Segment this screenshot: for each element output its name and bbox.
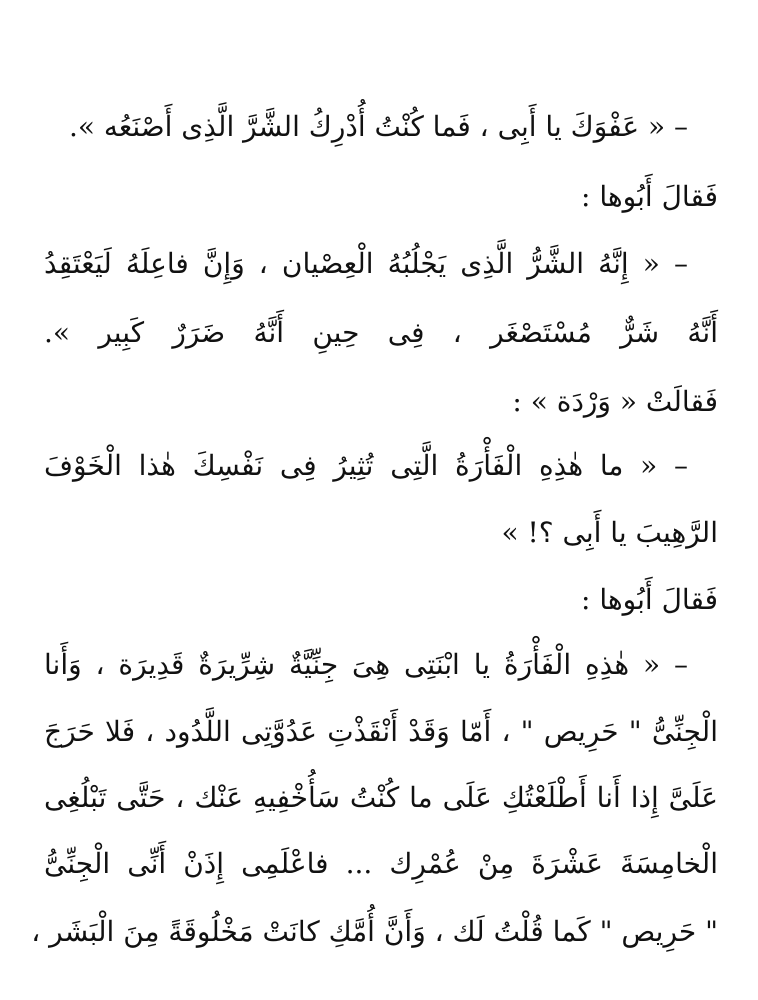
text-line: فَقالَتْ « وَرْدَة » :: [512, 385, 718, 418]
text-line: الْجِنِّىُّ " حَرِيص " ، أَمّا وَقَدْ أَنْقَذْتِ عَدُوَّتِى اللَّدُود ، فَلا حَرَجَ: [44, 715, 718, 748]
text-line: الْخامِسَةَ عَشْرَةَ مِنْ عُمْرِك ... فاعْلَمِى إِذَنْ أَنِّى الْجِنِّىُّ: [44, 847, 718, 880]
text-line: الرَّهِيبَ يا أَبِى ؟! »: [501, 516, 718, 549]
text-line: عَلَىَّ إِذا أَنا أَطْلَعْتُكِ عَلَى ما كُنْتُ سَأُخْفِيهِ عَنْك ، حَتَّى تَبْلُغِى: [44, 781, 718, 814]
text-line: " حَرِيص " كَما قُلْتُ لَك ، وَأَنَّ أُمَّكِ كانَتْ مَخْلُوقَةً مِنَ الْبَشَر ،: [31, 915, 718, 948]
text-line: – « هٰذِهِ الْفَأْرَةُ يا ابْنَتِى هِىَ جِنِّيَّةٌ شِرِّيرَةٌ قَدِيرَة ، وَأَنا: [44, 648, 688, 681]
text-line: – « عَفْوَكَ يا أَبِى ، فَما كُنْتُ أُدْرِكُ الشَّرَّ الَّذِى أَصْنَعُه ».: [68, 110, 688, 143]
text-line: – « ما هٰذِهِ الْفَأْرَةُ الَّتِى تُثِيرُ فِى نَفْسِكَ هٰذا الْخَوْفَ: [44, 449, 688, 482]
text-line: أَنَّهُ شَرٌّ مُسْتَصْغَر ، فِى حِينِ أَنَّهُ ضَرَرٌ كَبِير ».: [44, 316, 718, 349]
text-line: – « إِنَّهُ الشَّرُّ الَّذِى يَجْلُبُهُ الْعِصْيان ، وَإِنَّ فاعِلَهُ لَيَعْتَقِدُ: [44, 247, 688, 280]
text-line: فَقالَ أَبُوها :: [581, 583, 718, 616]
text-line: فَقالَ أَبُوها :: [581, 180, 718, 213]
